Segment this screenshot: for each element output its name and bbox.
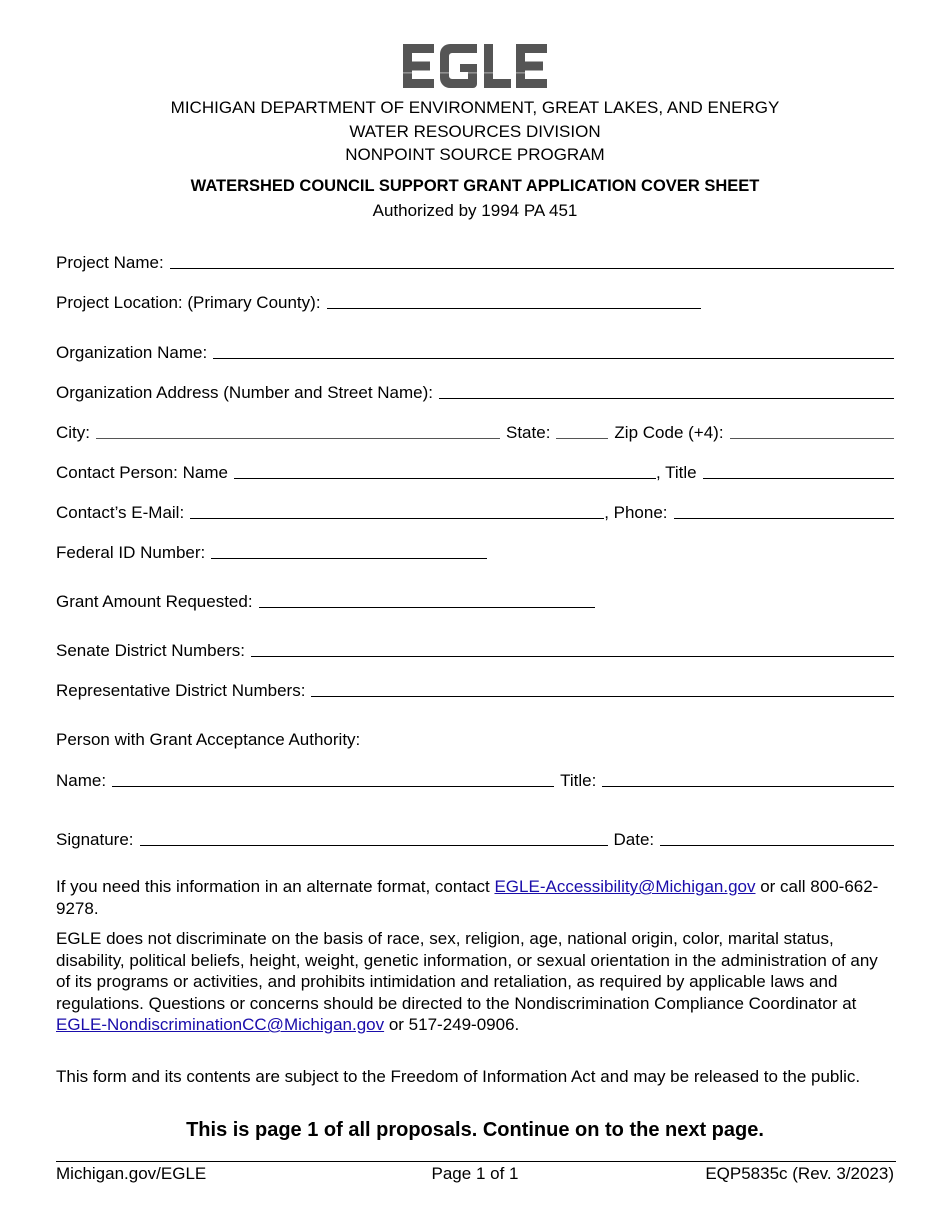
contact-phone-label: , Phone: <box>604 503 668 522</box>
form-title: WATERSHED COUNCIL SUPPORT GRANT APPLICATION COVER SHEET <box>190 177 760 195</box>
contact-name-field[interactable] <box>234 478 656 479</box>
senate-district-row <box>56 635 894 661</box>
foia-notice: This form and its contents are subject to the Freedom of Information Act and may be released to the public. <box>56 1067 861 1086</box>
senate-district-label: Senate District Numbers: <box>56 641 245 660</box>
zip-field[interactable] <box>730 438 894 439</box>
rep-district-field[interactable] <box>311 696 894 697</box>
footer-divider <box>56 1161 896 1162</box>
project-location-label: Project Location: (Primary County): <box>56 293 321 312</box>
accessibility-text: If you need this information in an alternate format, contact <box>56 877 495 896</box>
federal-id-label: Federal ID Number: <box>56 543 206 562</box>
agency-name: MICHIGAN DEPARTMENT OF ENVIRONMENT, GREAT LAKES, AND ENERGY <box>170 98 780 117</box>
authority-heading-row <box>56 724 894 750</box>
signature-field[interactable] <box>140 845 608 846</box>
authority-name-row <box>56 765 894 791</box>
contact-phone-field[interactable] <box>674 518 894 519</box>
project-name-label: Project Name: <box>56 253 164 272</box>
project-location-row <box>56 287 894 313</box>
nondiscrimination-text: EGLE does not discriminate on the basis of race, sex, religion, age, national origin, color, marital status, disability, political beliefs, height, weight, genetic information, or sexual orientation in the administration of any of its programs or activities, and prohibits intimidation and retaliation, as required by applicable laws and regulations. Questions or concerns should be directed to the Nondiscrimination Compliance Coordinator at <box>56 929 878 1013</box>
date-field[interactable] <box>660 845 894 846</box>
state-field[interactable] <box>556 438 608 439</box>
organization-address-row <box>56 377 894 403</box>
authority-name-label: Name: <box>56 771 107 790</box>
rep-district-row <box>56 675 894 701</box>
egle-logo <box>403 44 547 88</box>
authority-heading: Person with Grant Acceptance Authority: <box>56 730 361 749</box>
contact-name-label: Contact Person: Name <box>56 463 228 482</box>
organization-name-field[interactable] <box>213 358 894 359</box>
zip-label: Zip Code (+4): <box>614 423 724 442</box>
grant-amount-label: Grant Amount Requested: <box>56 592 253 611</box>
accessibility-email-link[interactable]: EGLE-Accessibility@Michigan.gov <box>494 877 756 896</box>
contact-title-label: , Title <box>655 463 697 482</box>
federal-id-row <box>56 537 894 563</box>
nondiscrimination-phone-text: or 517-249-0906. <box>384 1015 520 1034</box>
project-name-row <box>56 247 894 273</box>
city-label: City: <box>56 423 90 442</box>
program-name: NONPOINT SOURCE PROGRAM <box>345 145 605 164</box>
contact-title-field[interactable] <box>703 478 894 479</box>
state-label: State: <box>506 423 551 442</box>
form-subtitle: Authorized by 1994 PA 451 <box>372 201 578 220</box>
grant-amount-row <box>56 586 894 612</box>
nondiscrimination-email-link[interactable]: EGLE-NondiscriminationCC@Michigan.gov <box>56 1015 385 1034</box>
city-state-zip-row <box>56 417 894 443</box>
organization-address-label: Organization Address (Number and Street Name): <box>56 383 434 402</box>
footer-page-number: Page 1 of 1 <box>431 1164 519 1183</box>
contact-name-row <box>56 457 894 483</box>
authority-title-label: Title: <box>560 771 597 790</box>
egle-logo-graphic <box>403 44 547 88</box>
footer-form-number: EQP5835c (Rev. 3/2023) <box>705 1164 894 1183</box>
contact-email-row <box>56 497 894 523</box>
project-name-field[interactable] <box>170 268 894 269</box>
contact-email-field[interactable] <box>190 518 604 519</box>
footer-website: Michigan.gov/EGLE <box>56 1164 207 1183</box>
nondiscrimination-notice <box>56 928 894 1036</box>
organization-name-label: Organization Name: <box>56 343 208 362</box>
division-name: WATER RESOURCES DIVISION <box>349 121 601 141</box>
federal-id-field[interactable] <box>211 558 487 559</box>
contact-email-label: Contact’s E-Mail: <box>56 503 185 522</box>
organization-address-field[interactable] <box>439 398 894 399</box>
page-note: This is page 1 of all proposals. Continue on to the next page. <box>186 1119 764 1141</box>
agency-header <box>0 96 950 167</box>
senate-district-field[interactable] <box>251 656 894 657</box>
organization-name-row <box>56 337 894 363</box>
city-field[interactable] <box>96 438 500 439</box>
grant-amount-field[interactable] <box>259 607 595 608</box>
authority-name-field[interactable] <box>112 786 554 787</box>
authority-title-field[interactable] <box>602 786 894 787</box>
date-label: Date: <box>613 830 655 849</box>
accessibility-notice <box>56 876 894 919</box>
signature-label: Signature: <box>56 830 134 849</box>
signature-row <box>56 824 894 850</box>
rep-district-label: Representative District Numbers: <box>56 681 306 700</box>
accessibility-phone-text: or call 800-662-9278. <box>56 877 879 918</box>
project-location-field[interactable] <box>327 308 701 309</box>
